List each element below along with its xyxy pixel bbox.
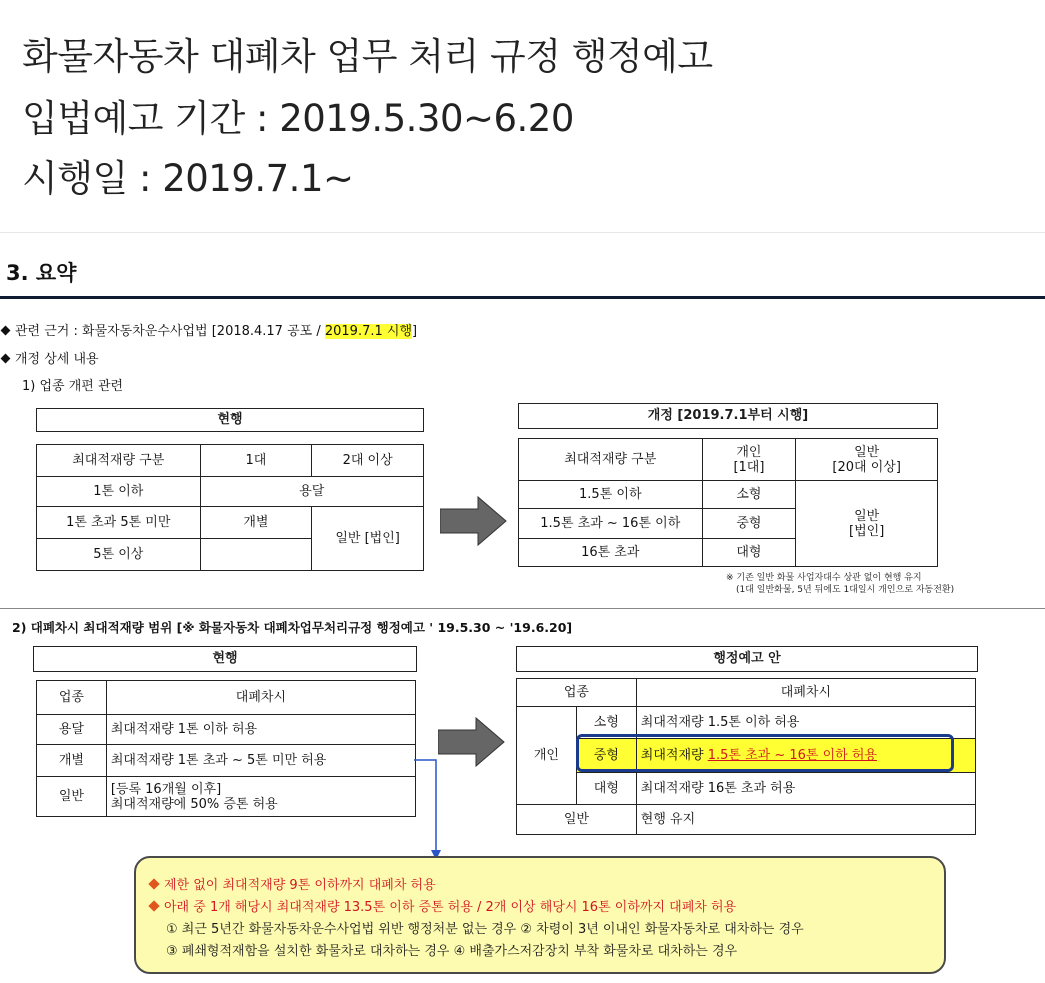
diamond-bullet-icon — [1, 326, 11, 336]
table-cell: 최대적재량 1톤 이하 허용 — [106, 715, 415, 745]
diamond-bullet-icon — [148, 900, 159, 911]
table-cell: 용달 — [37, 715, 107, 745]
section-rule — [0, 296, 1045, 299]
callout-box — [134, 856, 946, 974]
diamond-bullet-icon — [1, 354, 11, 364]
table-header: 2대 이상 — [312, 445, 424, 477]
table-header — [796, 439, 938, 481]
right-arrow-icon — [438, 716, 506, 768]
cell-line: 최대적재량에 50% 증톤 허용 — [110, 796, 278, 812]
title-line-2: 입법예고 기간 : 2019.5.30~6.20 — [22, 97, 574, 140]
table-cell: 용달 — [200, 477, 423, 507]
table-cell: 최대적재량 16톤 초과 허용 — [636, 773, 975, 805]
cell-text: 최대적재량 — [640, 748, 708, 763]
table-header: 대폐차시 — [636, 679, 975, 707]
right-arrow-icon — [440, 495, 508, 547]
table-cell: 개인 — [517, 707, 577, 805]
cell-line: [법인] — [849, 523, 885, 539]
cell-line: [등록 16개월 이후] — [110, 781, 222, 797]
current-box-title: 현행 — [36, 408, 424, 432]
current-replacement-table — [36, 680, 416, 817]
callout-line-3: ① 최근 5년간 화물자동차운수사업법 위반 행정처분 없는 경우 ② 차령이 3년 이내인 화물자동차로 대차하는 경우 — [166, 922, 804, 937]
table-cell — [106, 777, 415, 817]
table-cell: 중형 — [702, 509, 796, 539]
title-line-3: 시행일 : 2019.7.1~ — [22, 157, 354, 200]
table-cell: 최대적재량 1.5톤 이하 허용 — [636, 707, 975, 739]
connector-arrow-icon — [412, 752, 442, 862]
revised-category-table — [518, 438, 938, 567]
callout-line-1 — [150, 874, 436, 893]
title-line-1: 화물자동차 대폐차 업무 처리 규정 행정예고 — [22, 35, 713, 78]
table-cell: 1.5톤 이하 — [519, 481, 703, 509]
detail-text: 개정 상세 내용 — [15, 352, 99, 367]
table-cell: 16톤 초과 — [519, 539, 703, 567]
table-cell: 최대적재량 1톤 초과 ~ 5톤 미만 허용 — [106, 745, 415, 777]
table-cell: 개별 — [37, 745, 107, 777]
header-line: 일반 — [854, 444, 880, 460]
table-cell — [796, 481, 938, 567]
table-header: 대폐차시 — [106, 681, 415, 715]
table-header: 업종 — [37, 681, 107, 715]
proposal-box-title: 행정예고 안 — [516, 646, 978, 672]
table-cell: 일반 — [37, 777, 107, 817]
focus-outline — [576, 734, 954, 772]
callout-line-2 — [150, 896, 736, 915]
header-line: [1대] — [733, 459, 765, 475]
footnote-2: (1대 일반화물, 5년 뒤에도 1대일시 개인으로 자동전환) — [736, 585, 955, 595]
table-cell: 일반 — [517, 805, 637, 835]
callout-line-4: ③ 폐쇄형적재함을 설치한 화물차로 대차하는 경우 ④ 배출가스저감장치 부착 화물차로 대차하는 경우 — [166, 944, 738, 959]
callout-text: 제한 없이 최대적재량 9톤 이하까지 대폐차 허용 — [164, 878, 436, 893]
cell-line: 일반 — [854, 508, 880, 524]
table-cell: 개별 — [200, 507, 312, 539]
cell-highlight: 1.5톤 초과 ~ 16톤 이하 허용 — [707, 748, 877, 763]
table-cell: 1톤 이하 — [37, 477, 201, 507]
section-title: 3. 요약 — [6, 261, 77, 285]
header-divider — [0, 232, 1045, 233]
table-header: 1대 — [200, 445, 312, 477]
basis-highlight: 2019.7.1 시행 — [324, 324, 412, 339]
table-cell: 대형 — [702, 539, 796, 567]
table-header: 업종 — [517, 679, 637, 707]
footnote-1: ※ 기존 일반 화물 사업자대수 상관 없이 현행 유지 — [726, 573, 922, 583]
table-cell: 소형 — [576, 707, 636, 739]
basis-suffix: ] — [412, 324, 418, 339]
header-line: [20대 이상] — [832, 459, 901, 475]
table-cell: 현행 유지 — [636, 805, 975, 835]
table-header — [702, 439, 796, 481]
diamond-bullet-icon — [148, 878, 159, 889]
table-cell — [200, 539, 312, 571]
callout-text: 아래 중 1개 해당시 최대적재량 13.5톤 이하 증톤 허용 / 2개 이상 해당시 16톤 이하까지 대폐차 허용 — [164, 900, 737, 915]
table-cell: 소형 — [702, 481, 796, 509]
basis-line — [2, 320, 417, 339]
current-category-table — [36, 444, 424, 571]
revised-box-title: 개정 [2019.7.1부터 시행] — [518, 403, 938, 429]
table-header: 최대적재량 구분 — [519, 439, 703, 481]
detail-line — [2, 348, 99, 367]
header-line: 개인 — [736, 444, 762, 460]
table-cell: 1톤 초과 5톤 미만 — [37, 507, 201, 539]
sub-heading-1: 1) 업종 개편 관련 — [22, 379, 124, 394]
table-cell: 대형 — [576, 773, 636, 805]
basis-text: 관련 근거 : 화물자동차운수사업법 [2018.4.17 공포 / — [15, 324, 325, 339]
table-cell: 1.5톤 초과 ~ 16톤 이하 — [519, 509, 703, 539]
sub-heading-2: 2) 대폐차시 최대적재량 범위 [※ 화물자동차 대폐차업무처리규정 행정예고 ' 19.5.30 ~ '19.6.20] — [12, 620, 573, 635]
current-box-title-2: 현행 — [33, 646, 417, 672]
table-cell: 5톤 이상 — [37, 539, 201, 571]
table-header: 최대적재량 구분 — [37, 445, 201, 477]
table-cell: 일반 [법인] — [312, 507, 424, 571]
section-divider — [0, 608, 1045, 609]
table-cell: 중형 — [576, 739, 636, 773]
